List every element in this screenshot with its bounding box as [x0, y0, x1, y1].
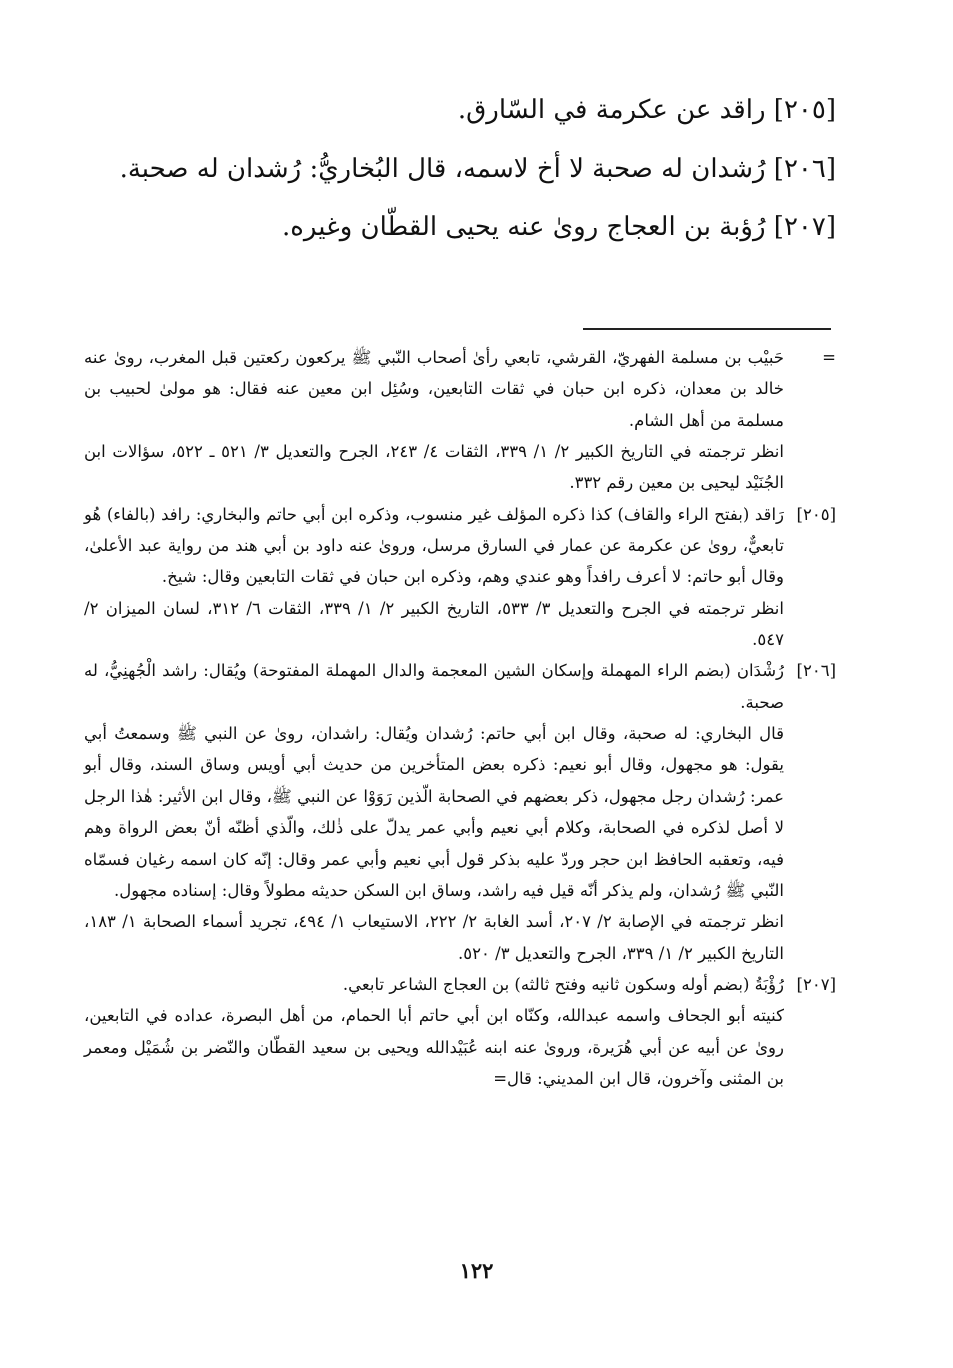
footnote-paragraph: كنيته أبو الجحاف واسمه عبدالله، وكنّاه ابن أبي حاتم أبا الحمام، من أهل البصرة، عداده في التابعين، روىٰ عن أبيه عن أبي هُرَيرة، وروىٰ عنه ابنه عُبَيْدالله ويحيى بن سعيد القطّان والنّضر بن شُمَيْل ومعمر بن المثنى وآخرون، قال ابن المديني: قال=: [84, 1006, 784, 1088]
footnote-paragraph: رَاقد (بفتح الراء والقاف) كذا ذكره المؤلف غير منسوب، وذكره ابن أبي حاتم والبخاري: رافد (بالفاء) هُو تابعيٌّ، روىٰ عن عكرمة عن عمار في السارق مرسل، وروىٰ عنه داود بن أبي هند من رواية عبد الأعلىٰ، وقال أبو حاتم: لا أعرف رافداً وهو عندي وهم، وذكره ابن حبان في ثقات التابعين وقال: شيخ.: [84, 504, 784, 587]
footnote-paragraph: انظر ترجمته في الجرح والتعديل ٣/ ٥٣٣، التاريخ الكبير ٢/ ١/ ٣٣٩، الثقات ٦/ ٣١٢، لسان الميزان ٢/ ٥٤٧.: [84, 598, 784, 650]
footnote-body: [84, 969, 784, 1094]
footnote-body: [84, 342, 784, 499]
footnote-paragraph: قال البخاري: له صحبة، وقال ابن أبي حاتم: رُشدان ويُقال: راشدان، روىٰ عن النبي ﷺ وسمعتُ أبي يقول: هو مجهول، وقال أبو نعيم: ذكره بعض المتأخرين من حديث أبي أويس وساق السند، وقال أبو عمر: رُشدان رجل مجهول، ذكر بعضهم في الصحابة الّذين رَوَوْا عن النبي ﷺ، وقال ابن الأثير: هٰذا الرجل لا أصل لذكره في الصحابة، وكلام أبي نعيم وأبي عمر يدلّ على ذٰلك، والّذي أظنّه أنّ بعض الرواة وهم فيه، وتعقبه الحافظ ابن حجر وردّ عليه بذكر قول أبي نعيم وأبي عمر وقال: إنّه كان اسمه رغيان فسمّاه النّبي ﷺ رُشدان، ولم يذكر أنّه قيل فيه راشد، وساق ابن السكن حديثه مطولاً وقال: إسناده مجهول.: [84, 724, 784, 900]
footnote-paragraph: انظر ترجمته في التاريخ الكبير ٢/ ١/ ٣٣٩، الثقات ٤/ ٢٤٣، الجرح والتعديل ٣/ ٥٢١ ـ ٥٢٢، سؤالات ابن الجُنَيْد ليحيى بن معين رقم ٣٣٢.: [84, 442, 784, 493]
footnote-continuation: [84, 342, 836, 499]
entry-205: [٢٠٥] راقد عن عكرمة في السّارق.: [457, 95, 836, 125]
footnote-paragraph: انظر ترجمته في الإصابة ٢/ ٢٠٧، أسد الغابة ٢/ ٢٢٢، الاستيعاب ١/ ٤٩٤، تجريد أسماء الصحابة ١/ ١٨٣، التاريخ الكبير ٢/ ١/ ٣٣٩، الجرح والتعديل ٣/ ٥٢٠.: [84, 912, 784, 963]
footnote-paragraph: حَبيْب بن مسلمة الفهريّ، القرشي، تابعي رأىٰ أصحاب النّبي ﷺ يركعون ركعتين قبل المغرب، روىٰ عنه خالد بن معدان، ذكره ابن حبان في ثقات التابعين، وسُئِل ابن معين عنه فقال: هو مولىٰ لحبيب بن مسلمة من أهل الشام.: [84, 348, 784, 430]
footnote-label: =: [822, 348, 836, 367]
main-text: [84, 88, 836, 264]
footnote-body: [84, 655, 784, 968]
footnote-label: [٢٠٥]: [796, 504, 836, 524]
entry-207: [٢٠٧] رُؤبة بن العجاج روىٰ عنه يحيى القطّان وغيره.: [282, 212, 836, 243]
footnote-label: [٢٠٦]: [796, 661, 836, 681]
footnote-205: [84, 499, 836, 656]
footnote-body: [84, 499, 784, 656]
footnote-paragraph: رُؤْبَةُ (بضم أوله وسكون ثانيه وفتح ثالثه) بن العجاج الشاعر تابعي.: [342, 974, 784, 994]
footnote-207: [84, 969, 836, 1094]
footnote-206: [84, 655, 836, 968]
footnote-label: [٢٠٧]: [796, 974, 836, 994]
entry-206: [٢٠٦] رُشدان له صحبة لا أخ لاسمه، قال البُخاريُّ: رُشدان له صحبة.: [119, 153, 836, 184]
page-number: ١٢٢: [459, 1258, 494, 1283]
footnote-paragraph: رُشْدَان (بضم الراء المهملة وإسكان الشين المعجمة والدال المهملة المفتوحة) ويُقال: راشد الْجُهنِيُّ، له صحبة.: [84, 661, 784, 712]
footnotes: [84, 342, 836, 1094]
footnote-separator: [583, 328, 831, 330]
